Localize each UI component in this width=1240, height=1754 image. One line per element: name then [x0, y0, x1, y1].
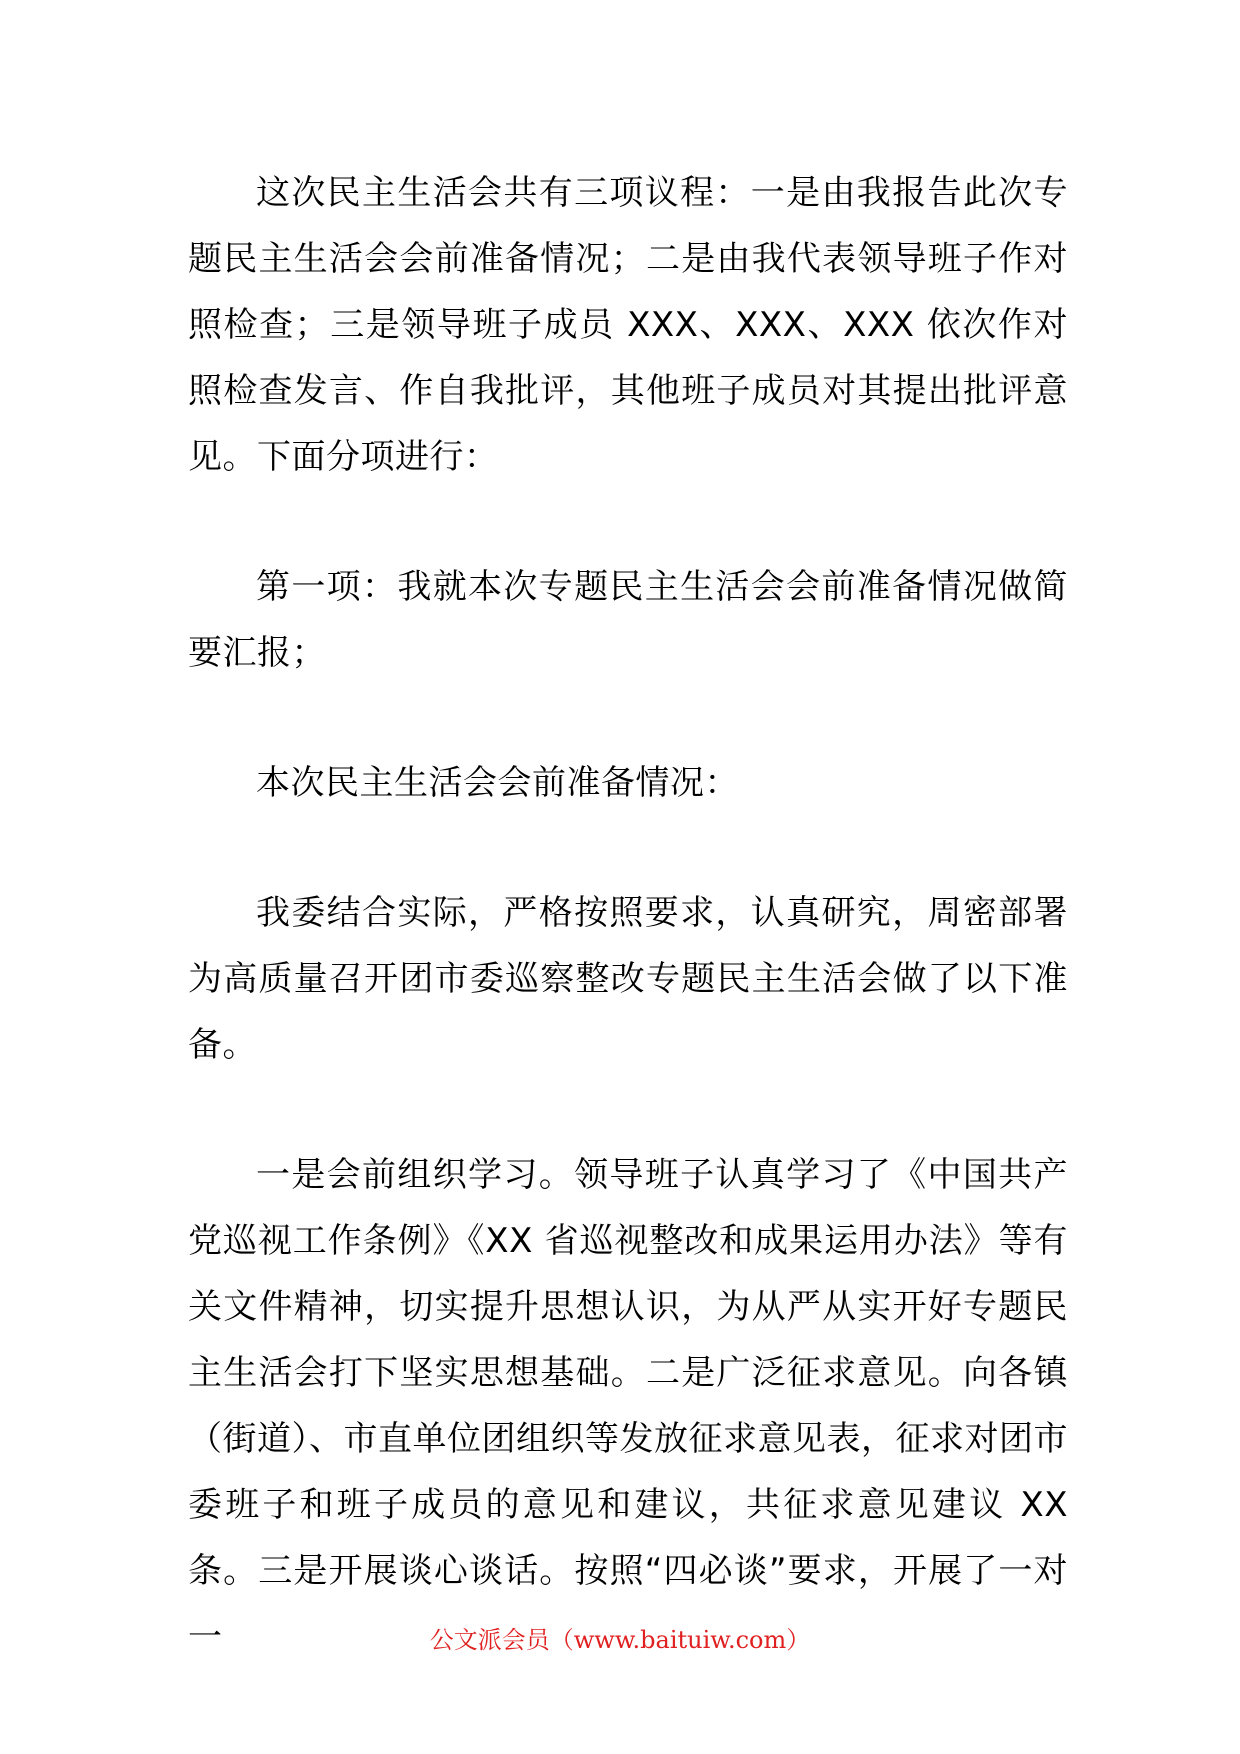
- document-body: [188, 160, 1068, 1734]
- paragraph-preparation-intro: 我委结合实际，严格按照要求，认真研究，周密部署为高质量召开团市委巡察整改专题民主生活会做了以下准备。: [188, 893, 1068, 1065]
- paragraph-preparation-heading: 本次民主生活会会前准备情况：: [256, 763, 739, 803]
- paragraph-preparation-details: 一是会前组织学习。领导班子认真学习了《中国共产党巡视工作条例》《XX 省巡视整改和成果运用办法》等有关文件精神，切实提升思想认识，为从严从实开好专题民主生活会打下坚实思想基础。二是广泛征求意见。向各镇（街道）、市直单位团组织等发放征求意见表，征求对团市委班子和班子成员的意见和建议，共征求意见建议 XX 条。三是开展谈心谈话。按照“四必谈”要求，开展了一对一: [188, 1155, 1068, 1657]
- paragraph-item-one: 第一项：我就本次专题民主生活会会前准备情况做简要汇报；: [188, 567, 1068, 673]
- footer-watermark[interactable]: 公文派会员（www.baituiw.com）: [429, 1626, 811, 1654]
- paragraph-agenda: 这次民主生活会共有三项议程：一是由我报告此次专题民主生活会会前准备情况；二是由我代表领导班子作对照检查；三是领导班子成员 XXX、XXX、XXX 依次作对照检查发言、作自我批评，其他班子成员对其提出批评意见。下面分项进行：: [188, 173, 1068, 477]
